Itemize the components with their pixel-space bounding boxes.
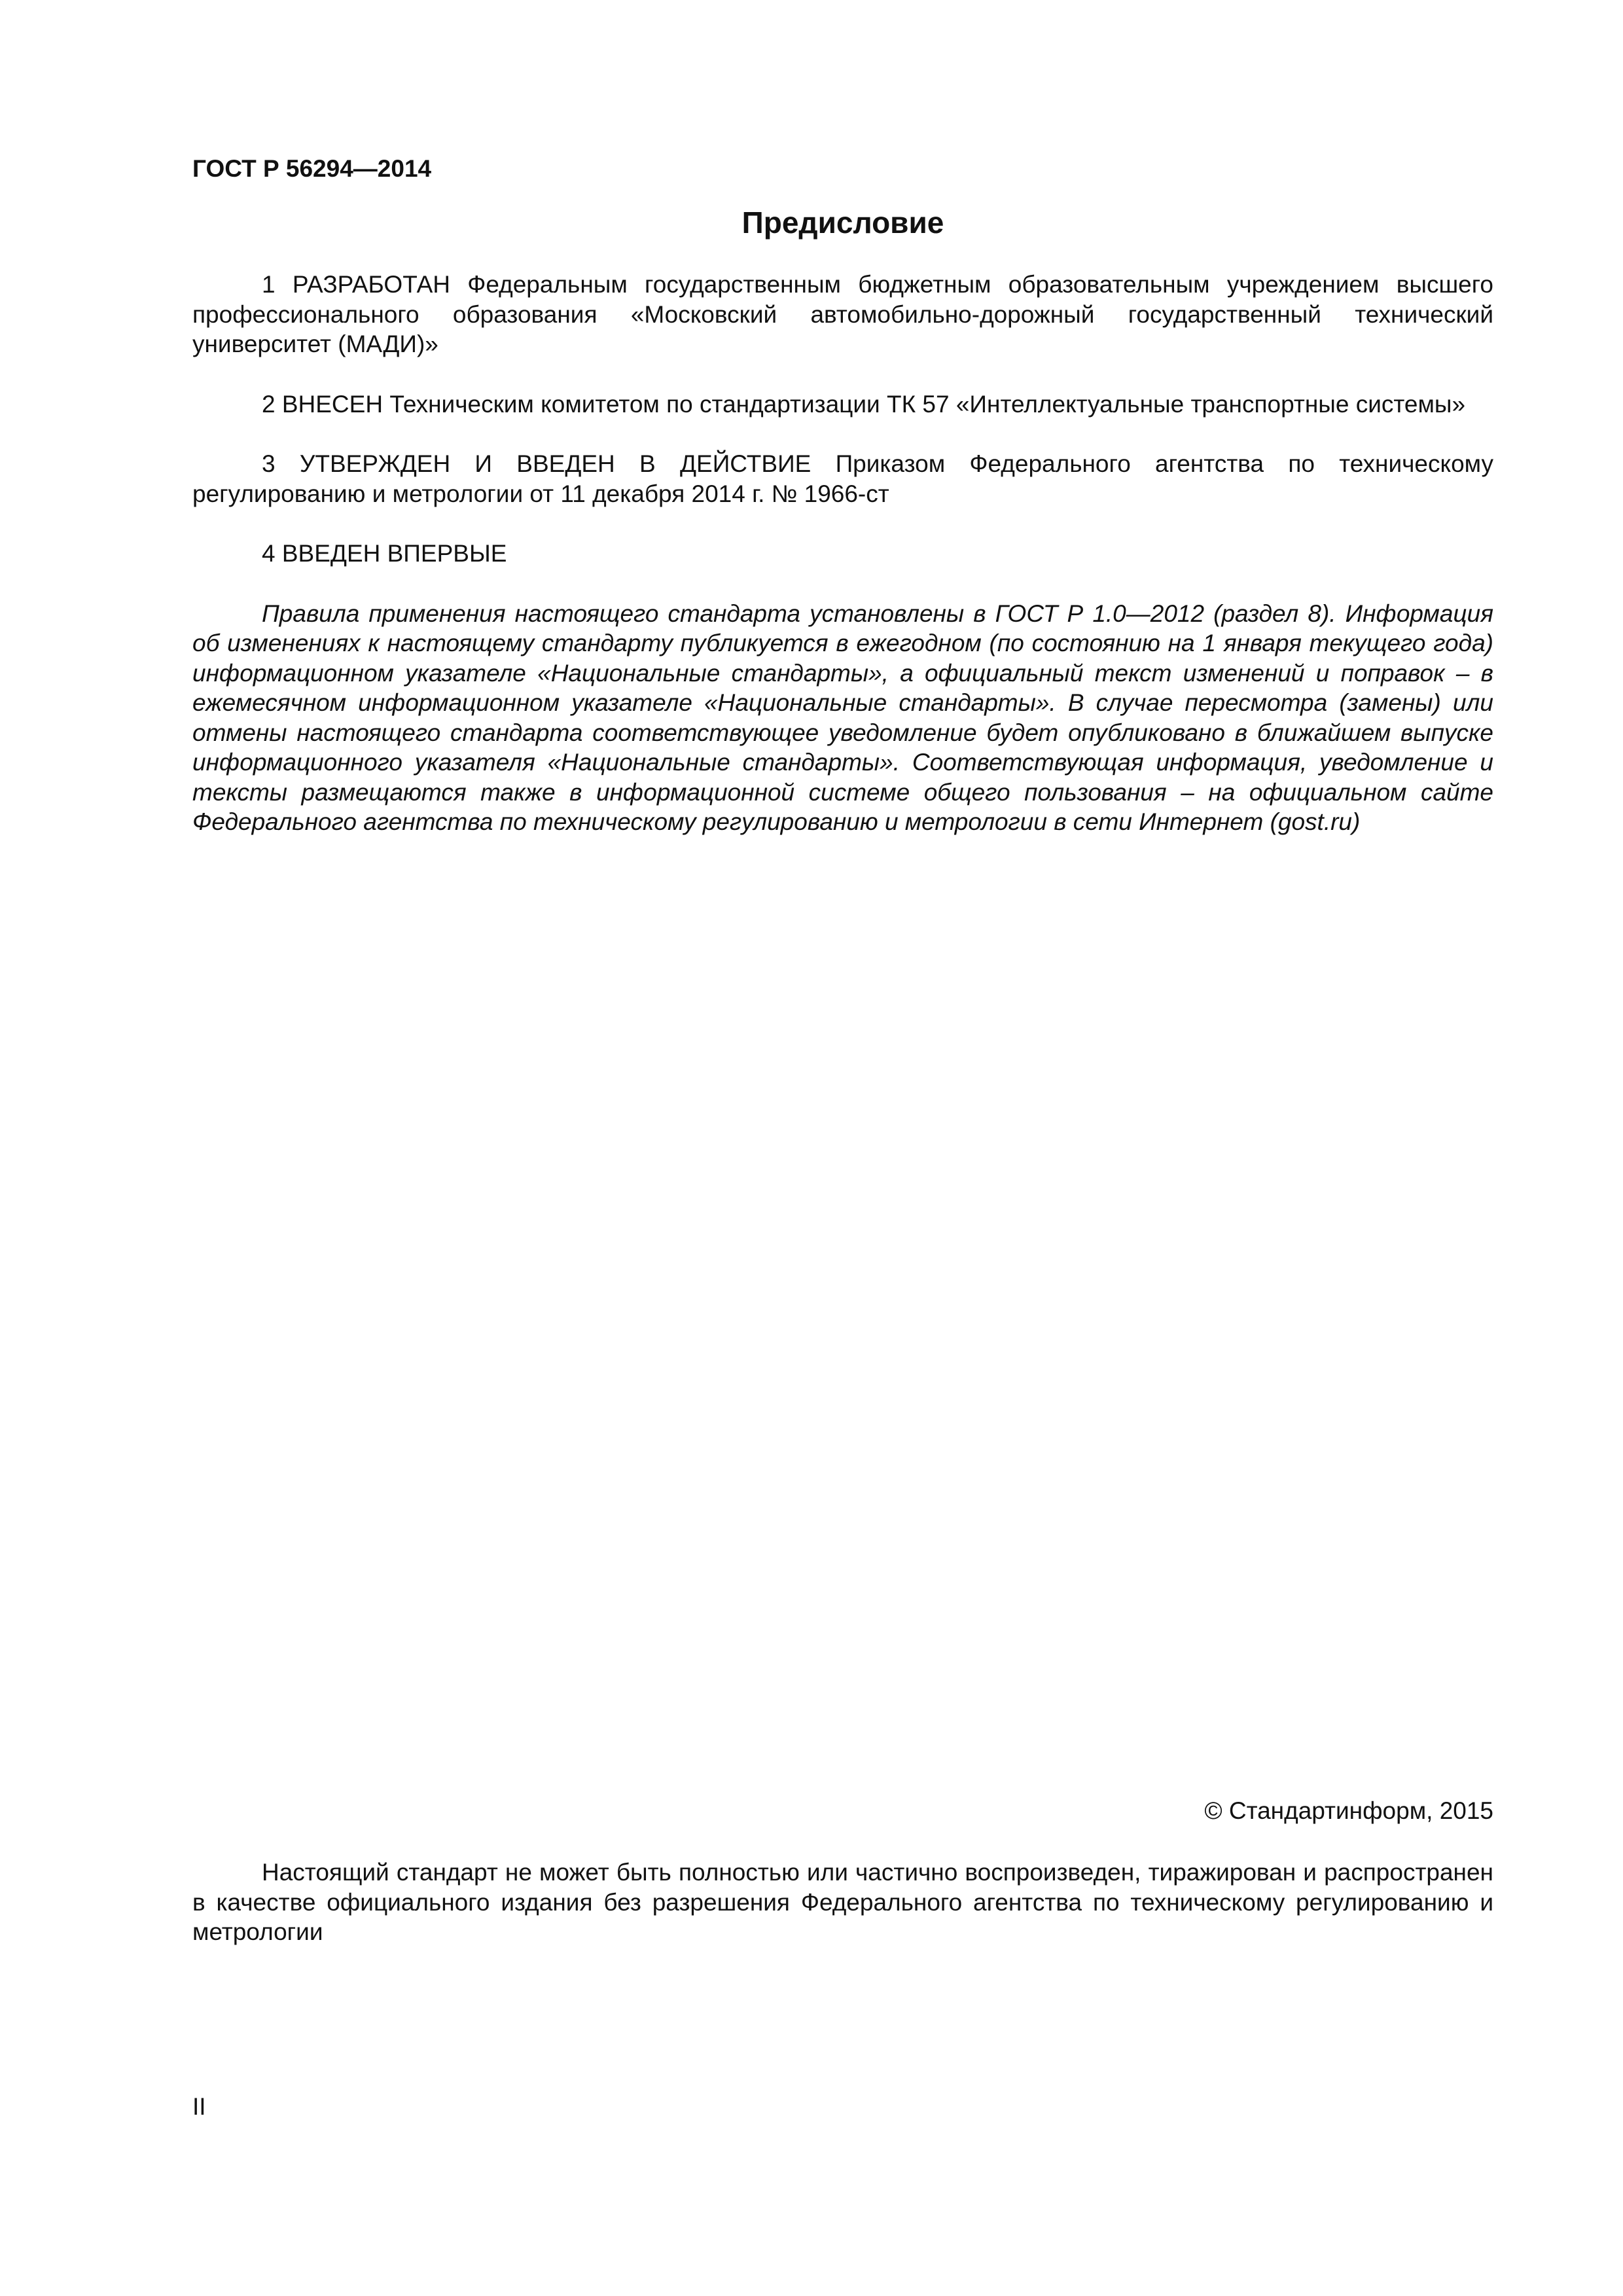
foreword-body [192,270,1493,867]
standard-code-header: ГОСТ Р 56294—2014 [192,155,432,182]
foreword-paragraph-3: 3 УТВЕРЖДЕН И ВВЕДЕН В ДЕЙСТВИЕ Приказом Федерального агентства по техническому регулированию и метрологии от 11 декабря 2014 г. № 1966-ст [192,450,1493,507]
copyright-line: © Стандартинформ, 2015 [1204,1797,1493,1824]
reproduction-notice: Настоящий стандарт не может быть полностью или частично воспроизведен, тиражирован и распространен в качестве официального издания без разрешения Федерального агентства по техническому регулированию и метрологии [192,1859,1493,1945]
page-title: Предисловие [741,206,944,240]
application-rules-note: Правила применения настоящего стандарта установлены в ГОСТ Р 1.0—2012 (раздел 8). Информация об изменениях к настоящему стандарту публикуется в ежегодном (по состоянию на 1 января текущего года) информационном указателе «Национальные стандарты», а официальный текст изменений и поправок – в ежемесячном информационном указателе «Национальные стандарты». В случае пересмотра (замены) или отмены настоящего стандарта соответствующее уведомление будет опубликовано в ближайшем выпуске информационного указателя «Национальные стандарты». Соответствующая информация, уведомление и тексты размещаются также в информационной системе общего пользования – на официальном сайте Федерального агентства по техническому регулированию и метрологии в сети Интернет (gost.ru) [192,600,1493,835]
page-number: II [192,2093,206,2120]
foreword-paragraph-2: 2 ВНЕСЕН Техническим комитетом по стандартизации ТК 57 «Интеллектуальные транспортные системы» [262,390,1466,418]
foreword-paragraph-1: 1 РАЗРАБОТАН Федеральным государственным бюджетным образовательным учреждением высшего профессионального образования «Московский автомобильно-дорожный государственный технический университет (МАДИ)» [192,271,1493,357]
foreword-paragraph-4: 4 ВВЕДЕН ВПЕРВЫЕ [262,540,507,567]
